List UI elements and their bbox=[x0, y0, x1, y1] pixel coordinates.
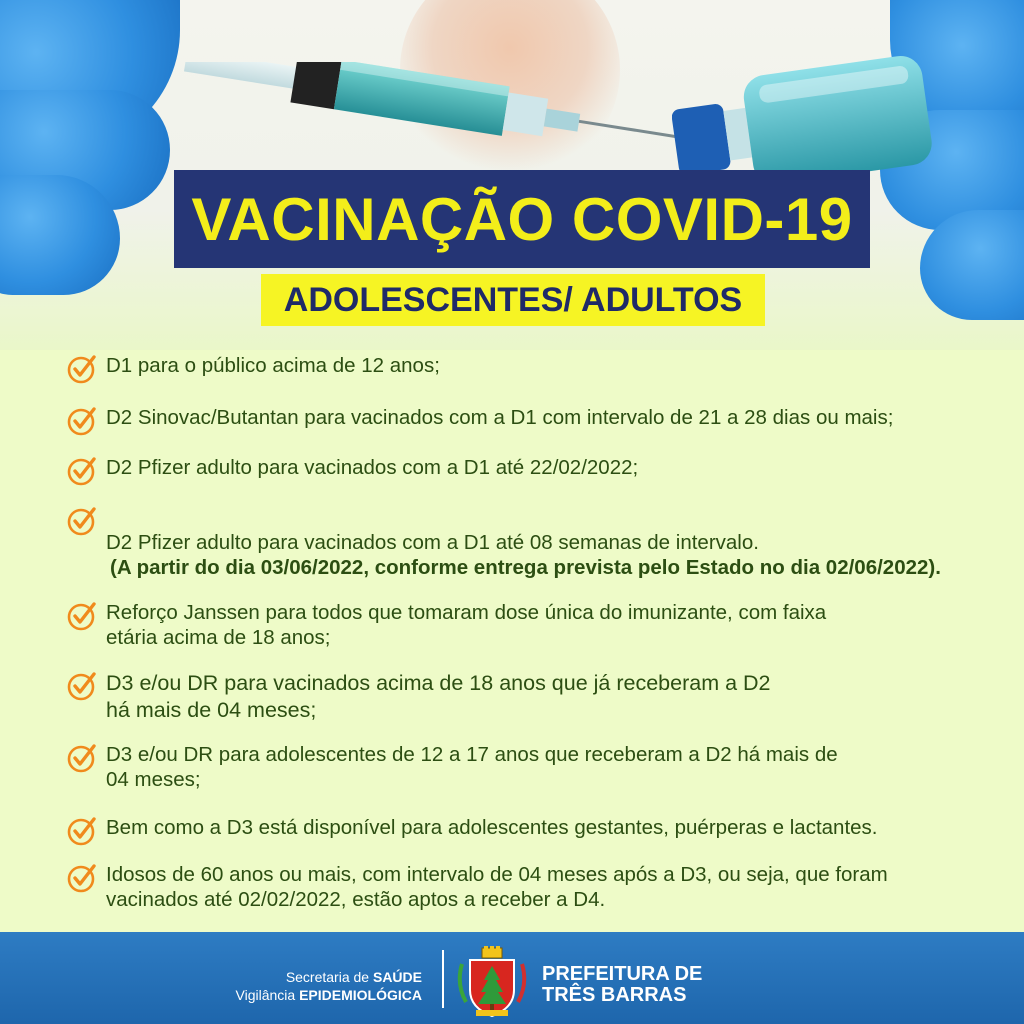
list-item-text: D1 para o público acima de 12 anos; bbox=[106, 354, 440, 377]
list-item-text: Bem como a D3 está disponível para adolescentes gestantes, puérperas e lactantes. bbox=[106, 816, 878, 839]
check-icon bbox=[66, 505, 98, 537]
prefeitura-logo-text bbox=[542, 964, 702, 1006]
list-item-text: D3 e/ou DR para adolescentes de 12 a 17 anos que receberam a D2 há mais de 04 meses; bbox=[106, 743, 838, 791]
check-icon bbox=[66, 405, 98, 437]
crest-icon bbox=[456, 946, 528, 1018]
prefeitura-line2: TRÊS BARRAS bbox=[542, 984, 687, 1006]
list-item-text: Reforço Janssen para todos que tomaram dose única do imunizante, com faixa etária acima de 18 anos; bbox=[106, 601, 827, 649]
list-item bbox=[66, 815, 1002, 847]
list-item bbox=[66, 455, 1002, 487]
list-item-text: D2 Sinovac/Butantan para vacinados com a D1 com intervalo de 21 a 28 dias ou mais; bbox=[106, 406, 894, 429]
vigilancia-bold: EPIDEMIOLÓGICA bbox=[299, 987, 422, 1003]
check-icon bbox=[66, 742, 98, 774]
list-item bbox=[66, 405, 1002, 437]
list-item bbox=[66, 862, 1002, 912]
list-item-text: D3 e/ou DR para vacinados acima de 18 anos que já receberam a D2 há mais de 04 meses; bbox=[106, 671, 771, 722]
secretaria-credit bbox=[236, 968, 422, 1004]
check-icon bbox=[66, 353, 98, 385]
secretaria-bold: SAÚDE bbox=[372, 969, 422, 985]
check-icon bbox=[66, 455, 98, 487]
page-title: VACINAÇÃO COVID-19 bbox=[191, 185, 853, 253]
list-item bbox=[66, 670, 1002, 724]
list-item bbox=[66, 600, 1002, 650]
check-icon bbox=[66, 600, 98, 632]
list-item-text bbox=[106, 505, 941, 605]
list-item bbox=[66, 742, 1002, 792]
prefeitura-line1: PREFEITURA DE bbox=[542, 963, 703, 985]
list-item bbox=[66, 353, 1002, 385]
footer-divider bbox=[442, 950, 444, 1008]
list-item-main-text: D2 Pfizer adulto para vacinados com a D1 até 08 semanas de intervalo. bbox=[106, 531, 759, 554]
check-icon bbox=[66, 862, 98, 894]
check-icon bbox=[66, 815, 98, 847]
footer-bar bbox=[0, 932, 1024, 1024]
list-item bbox=[66, 505, 1002, 605]
vigilancia-line bbox=[236, 986, 422, 1004]
vigilancia-prefix: Vigilância bbox=[235, 987, 300, 1003]
secretaria-line bbox=[236, 968, 422, 986]
check-icon bbox=[66, 670, 98, 702]
list-item-note: (A partir do dia 03/06/2022, conforme entrega prevista pelo Estado no dia 02/06/2022). bbox=[110, 556, 941, 579]
secretaria-prefix: Secretaria de bbox=[285, 969, 373, 985]
page-subtitle: ADOLESCENTES/ ADULTOS bbox=[283, 280, 743, 319]
list-item-text: Idosos de 60 anos ou mais, com intervalo de 04 meses após a D3, ou seja, que foram vacinados até 02/02/2022, estão aptos a receber a D4. bbox=[106, 863, 888, 911]
list-item-text: D2 Pfizer adulto para vacinados com a D1 até 22/02/2022; bbox=[106, 456, 639, 479]
